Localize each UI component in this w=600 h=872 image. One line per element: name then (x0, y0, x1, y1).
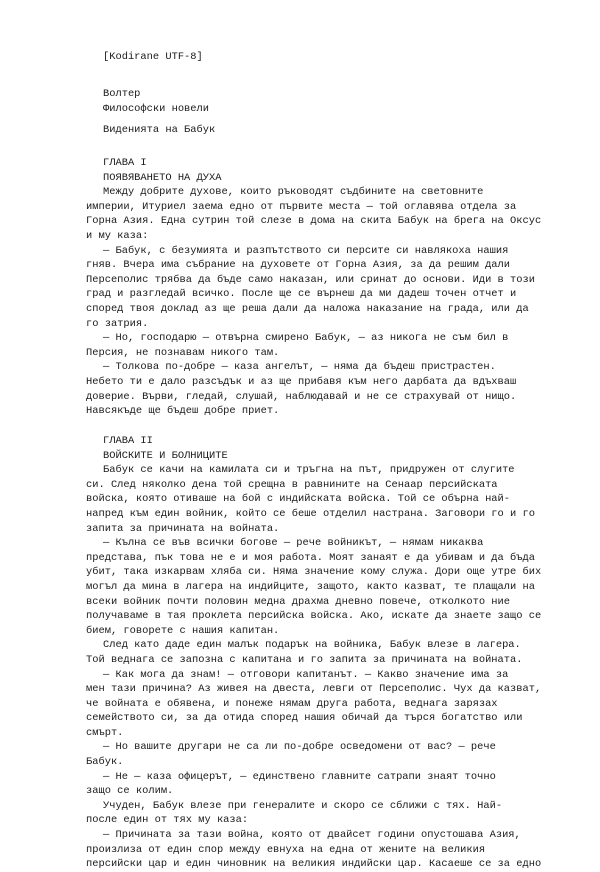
text-line: град и разгледай всичко. После ще се върнеш да ми дадеш точен отчет и (86, 288, 517, 301)
text-line: — Толкова по-добре — каза ангелът, — няма да бъдеш пристрастен. (103, 361, 496, 374)
text-line: Учуден, Бабук влезе при генералите и скоро се сближи с тях. Най- (103, 799, 503, 812)
text-line: — Кълна се във всички богове — рече войникът, — нямам никаква (103, 537, 484, 550)
text-line: после един от тях му каза: (86, 814, 249, 827)
text-line: мен тази причина? Аз живея на двеста, левги от Персеполис. Чух да казват, (86, 683, 542, 696)
text-line: Навсякъде ще бъдеш добре приет. (86, 405, 280, 418)
text-line: Между добрите духове, които ръководят съдбините на световните (103, 186, 484, 199)
text-line: доверие. Върви, гледай, слушай, наблюдавай и не се страхувай от нищо. (86, 390, 517, 403)
text-line: — Как мога да знам! — отговори капитанът. — Какво значение има за (103, 668, 509, 681)
text-line: могъл да мина в лагера на индийците, защото, както казват, те плащали на (86, 580, 535, 593)
text-line: го затрия. (86, 317, 149, 330)
text-line: семейството си, за да отида според нашия обичай да търся богатство или (86, 712, 523, 725)
text-line: Бабук се качи на камилата си и тръгна на път, придружен от слугите (103, 464, 515, 477)
text-line: Той веднага се запозна с капитана и го запита за причината на войната. (86, 653, 523, 666)
text-line: представа, пък това не е и моя работа. Моят занаят е да убивам и да бъда (86, 551, 535, 564)
encoding-note (0, 50, 600, 65)
text-line: убит, така изкарвам хляба си. Няма значение кому служа. Дори още утре бих (86, 566, 542, 579)
text-line: След като даде един малък подарък на войника, Бабук влезе в лагера. (103, 639, 521, 652)
text-line: си. След няколко дена той срещна в равнините на Сенаар персийската (86, 478, 498, 491)
text-line: Горна Азия. Една сутрин той слезе в дома на скита Бабук на брега на Оксус (86, 215, 542, 228)
work-title: Виденията на Бабук (103, 124, 216, 136)
text-line: получаваме в тая проклета персийска войска. Ако, искате да знаете защо се (86, 610, 542, 623)
text-line: смърт. (86, 726, 124, 739)
chapter-2 (0, 434, 600, 872)
text-line: гняв. Вчера има събрание на духовете от Горна Азия, за да решим дали (86, 259, 511, 272)
text-line: — Причината за тази война, която от двайсет години опустошава Азия, (103, 829, 521, 842)
collection-title: Философски новели (103, 102, 210, 115)
chapter-1-title: ПОЯВЯВАНЕТО НА ДУХА (103, 171, 222, 184)
text-line: Бабук. (86, 756, 124, 769)
text-line: запита за причината на войната. (86, 522, 280, 535)
text-line: — Но, господарю — отвърна смирено Бабук, — аз никога не съм бил в (103, 332, 509, 345)
chapter-2-body (0, 463, 600, 872)
book-header (0, 87, 600, 116)
text-line: и му каза: (86, 229, 149, 242)
text-line: според твоя доклад аз ще реша дали да наложа наказание на града, или да (86, 302, 529, 315)
author-name: Волтер (103, 88, 141, 100)
text-line: че войната е обявена, и понеже нямам друга работа, веднага зарязах (86, 697, 498, 710)
text-line: Небето ти е дало разсъдък и аз ще прибавя към него дарбата да вдъхваш (86, 375, 517, 388)
text-line: защо се колим. (86, 785, 174, 798)
chapter-1-body (0, 185, 600, 419)
chapter-1-label: ГЛАВА I (103, 157, 147, 169)
text-line: войска, която отиваше на бой с индийската войска. Той се обърна най- (86, 493, 511, 506)
chapter-1 (0, 156, 600, 419)
chapter-2-title: ВОЙСКИТЕ И БОЛНИЦИТЕ (103, 449, 228, 462)
text-line: Персия, не познавам никого там. (86, 346, 280, 359)
text-line: всеки войник почти половин медна драхма дневно повече, отколкото ние (86, 595, 511, 608)
text-line: — Но вашите другари не са ли по-добре осведомени от вас? — рече (103, 741, 496, 754)
chapter-2-label: ГЛАВА II (103, 435, 153, 447)
encoding-note-text: [Kodirane UTF-8] (103, 51, 203, 63)
text-line: бием, говорете с нашия капитан. (86, 624, 280, 637)
text-line: произлиза от един спор между евнуха на една от жените на великия (86, 843, 486, 856)
work-title-block (0, 123, 600, 138)
text-line: персийски цар и един чиновник на великия индийски цар. Касаеше се за едно (86, 858, 542, 871)
text-line: — Бабук, с безумията и разпътството си персите си навлякоха нашия (103, 244, 509, 257)
text-line: — Не — каза офицерът, — единствено главните сатрапи знаят точно (103, 770, 496, 783)
text-line: империи, Итуриел заема едно от първите места — той оглавява отдела за (86, 200, 517, 213)
text-line: Персеполис трябва да бъде само наказан, или сринат до основи. Иди в този (86, 273, 535, 286)
text-line: напред към един войник, който се беше отделил настрана. Заговори го и го (86, 507, 535, 520)
